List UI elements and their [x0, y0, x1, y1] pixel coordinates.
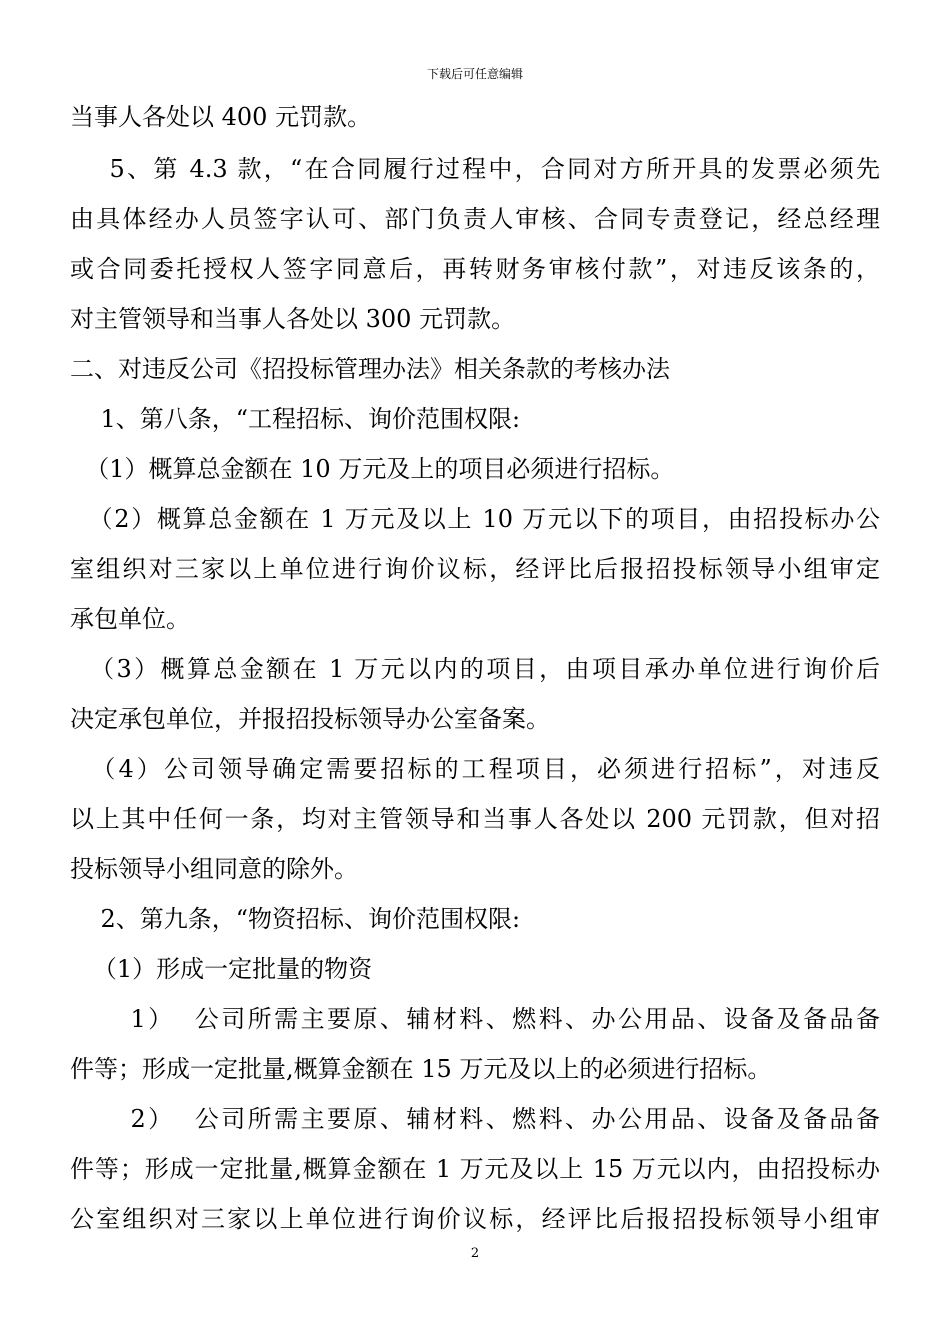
- body-line: 公室组织对三家以上单位进行询价议标，经评比后报招投标领导小组审: [70, 1205, 880, 1233]
- body-line: 投标领导小组同意的除外。: [70, 855, 358, 883]
- body-line: （2）概算总金额在 1 万元及以上 10 万元以下的项目，由招投标办公: [70, 505, 880, 533]
- body-line: （3）概算总金额在 1 万元以内的项目，由项目承办单位进行询价后: [70, 655, 880, 683]
- body-line: 2） 公司所需主要原、辅材料、燃料、办公用品、设备及备品备: [70, 1105, 880, 1133]
- body-line: （1）形成一定批量的物资: [70, 955, 373, 983]
- body-line: 由具体经办人员签字认可、部门负责人审核、合同专责登记，经总经理: [70, 205, 880, 233]
- body-line: 或合同委托授权人签字同意后，再转财务审核付款”，对违反该条的，: [70, 255, 880, 283]
- body-line: 件等；形成一定批量,概算金额在 15 万元及以上的必须进行招标。: [70, 1055, 772, 1083]
- body-line: 件等；形成一定批量,概算金额在 1 万元及以上 15 万元以内，由招投标办: [70, 1155, 880, 1183]
- body-line: 1、第八条，“工程招标、询价范围权限:: [70, 405, 521, 433]
- body-line: 室组织对三家以上单位进行询价议标，经评比后报招投标领导小组审定: [70, 555, 880, 583]
- body-line: 5、第 4.3 款，“在合同履行过程中，合同对方所开具的发票必须先: [70, 155, 880, 183]
- section-heading: 二、对违反公司《招投标管理办法》相关条款的考核办法: [70, 355, 670, 383]
- body-line: 当事人各处以 400 元罚款。: [70, 103, 372, 131]
- body-line: （4）公司领导确定需要招标的工程项目，必须进行招标”，对违反: [70, 755, 880, 783]
- body-line: 1） 公司所需主要原、辅材料、燃料、办公用品、设备及备品备: [70, 1005, 880, 1033]
- page-header: 下载后可任意编辑: [426, 67, 523, 81]
- body-line: 以上其中任何一条，均对主管领导和当事人各处以 200 元罚款，但对招: [70, 805, 880, 833]
- body-line: （1）概算总金额在 10 万元及上的项目必须进行招标。: [70, 455, 675, 483]
- body-line: 2、第九条，“物资招标、询价范围权限:: [70, 905, 521, 933]
- body-line: 决定承包单位，并报招投标领导办公室备案。: [70, 705, 550, 733]
- body-line: 承包单位。: [70, 605, 190, 633]
- page-number: 2: [470, 1246, 480, 1261]
- body-line: 对主管领导和当事人各处以 300 元罚款。: [70, 305, 516, 333]
